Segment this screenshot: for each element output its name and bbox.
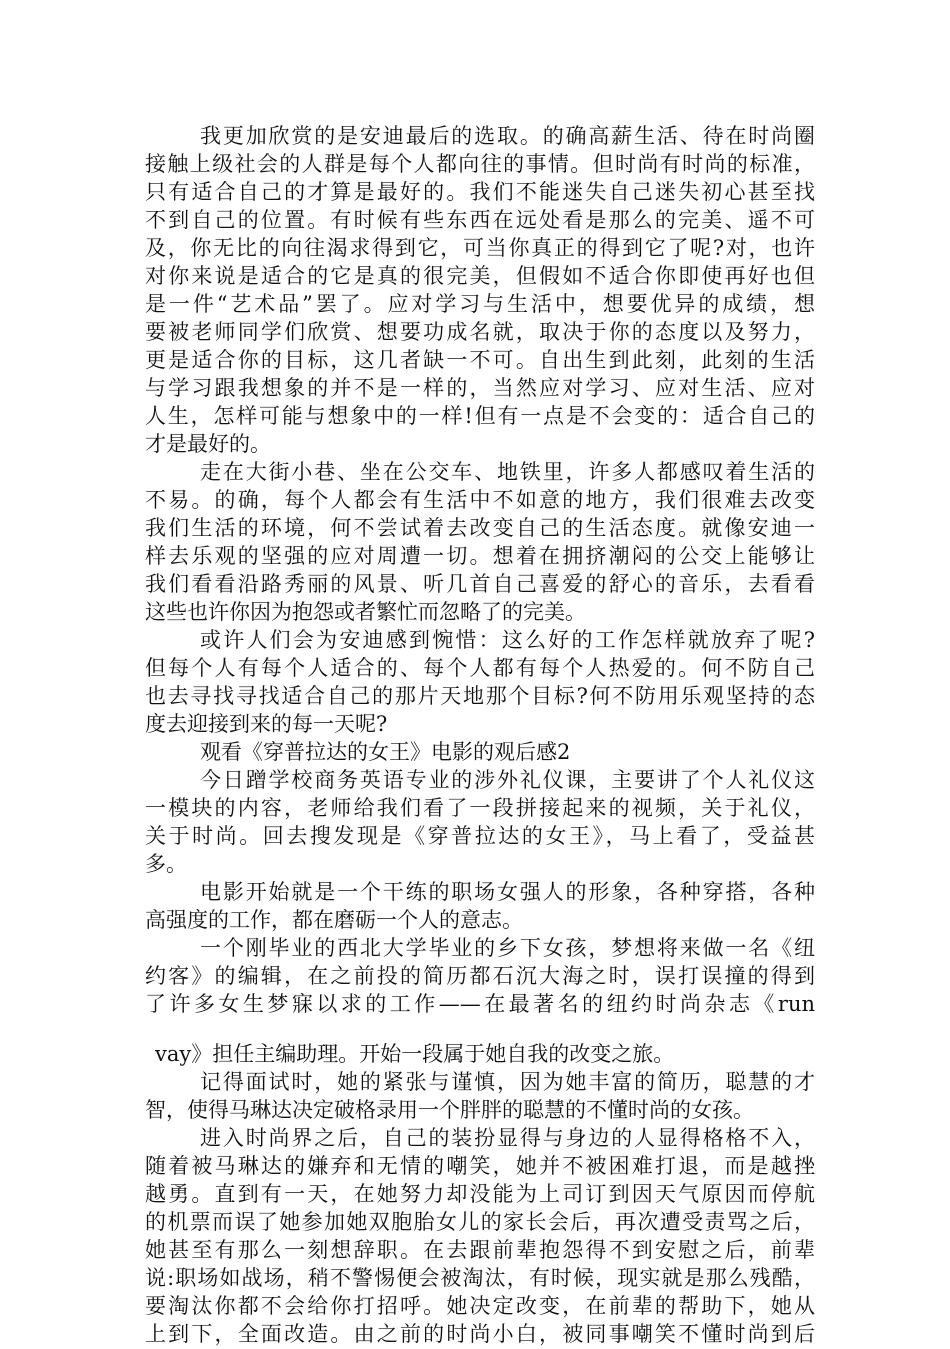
text-line: 记得面试时，她的紧张与谨慎，因为她丰富的简历，聪慧的才: [200, 1070, 815, 1094]
text-line: 要被老师同学们欣赏、想要功成名就，取决于你的态度以及努力，: [145, 320, 815, 344]
text-line: 智，使得马琳达决定破格录用一个胖胖的聪慧的不懂时尚的女孩。: [145, 1098, 754, 1122]
text-line: 对你来说是适合的它是真的很完美，但假如不适合你即使再好也但: [145, 264, 815, 288]
text-line: 这些也许你因为抱怨或者繁忙而忽略了的完美。: [145, 600, 586, 624]
text-line: 高强度的工作，都在磨砺一个人的意志。: [145, 908, 523, 932]
section-heading: 观看《穿普拉达的女王》电影的观后感2: [200, 740, 571, 764]
text-line: 不到自己的位置。有时候有些东西在远处看是那么的完美、遥不可: [145, 208, 815, 232]
text-line: 我们看看沿路秀丽的风景、听几首自己喜爱的舒心的音乐，去看看: [145, 572, 815, 596]
text-line: 进入时尚界之后，自己的装扮显得与身边的人显得格格不入，: [200, 1126, 815, 1150]
text-line: 了许多女生梦寐以求的工作——在最著名的纽约时尚杂志《run: [145, 992, 815, 1016]
text-line: 才是最好的。: [145, 432, 271, 456]
text-line: 度去迎接到来的每一天呢?: [145, 712, 388, 736]
text-line: 只有适合自己的才算是最好的。我们不能迷失自己迷失初心甚至找: [145, 180, 815, 204]
text-line: 走在大街小巷、坐在公交车、地铁里，许多人都感叹着生活的: [200, 460, 815, 484]
text-line: 与学习跟我想象的并不是一样的，当然应对学习、应对生活、应对: [145, 376, 815, 400]
text-line: 约客》的编辑，在之前投的简历都石沉大海之时，误打误撞的得到: [145, 964, 815, 988]
text-line: 的机票而误了她参加她双胞胎女儿的家长会后，再次遭受责骂之后，: [145, 1210, 815, 1234]
text-line: 要淘汰你都不会给你打招呼。她决定改变，在前辈的帮助下，她从: [145, 1294, 815, 1318]
text-line: 一个刚毕业的西北大学毕业的乡下女孩，梦想将来做一名《纽: [200, 936, 815, 960]
text-line: 随着被马琳达的嫌弃和无情的嘲笑，她并不被困难打退，而是越挫: [145, 1154, 815, 1178]
text-line: 更是适合你的目标，这几者缺一不可。自出生到此刻，此刻的生活: [145, 348, 815, 372]
text-line: 我更加欣赏的是安迪最后的选取。的确高薪生活、待在时尚圈: [200, 124, 815, 148]
text-line: 电影开始就是一个干练的职场女强人的形象，各种穿搭，各种: [200, 880, 815, 904]
text-line: 但每个人有每个人适合的、每个人都有每个人热爱的。何不防自己: [145, 656, 815, 680]
text-line: 及，你无比的向往渴求得到它，可当你真正的得到它了呢?对，也许: [145, 236, 815, 260]
text-line: 我们生活的环境，何不尝试着去改变自己的生活态度。就像安迪一: [145, 516, 815, 540]
text-line: 人生，怎样可能与想象中的一样!但有一点是不会变的：适合自己的: [145, 404, 815, 428]
text-line: 她甚至有那么一刻想辞职。在去跟前辈抱怨得不到安慰之后，前辈: [145, 1238, 815, 1262]
text-line: 今日蹭学校商务英语专业的涉外礼仪课，主要讲了个人礼仪这: [200, 768, 815, 792]
text-line: 不易。的确，每个人都会有生活中不如意的地方，我们很难去改变: [145, 488, 815, 512]
text-line: 说:职场如战场，稍不警惕便会被淘汰，有时候，现实就是那么残酷，: [145, 1266, 815, 1290]
text-line: 上到下，全面改造。由之前的时尚小白，被同事嘲笑不懂时尚到后: [145, 1322, 815, 1346]
text-line: 多。: [145, 852, 187, 876]
text-line: 越勇。直到有一天，在她努力却没能为上司订到因天气原因而停航: [145, 1182, 815, 1206]
text-line: 样去乐观的坚强的应对周遭一切。想着在拥挤潮闷的公交上能够让: [145, 544, 815, 568]
text-line: 或许人们会为安迪感到惋惜：这么好的工作怎样就放弃了呢?: [200, 628, 815, 652]
text-line: 关于时尚。回去搜发现是《穿普拉达的女王》，马上看了，受益甚: [145, 824, 815, 848]
text-line: vay》担任主编助理。开始一段属于她自我的改变之旅。: [155, 1042, 675, 1066]
text-line: 是一件“艺术品”罢了。应对学习与生活中，想要优异的成绩，想: [145, 292, 815, 316]
text-line: 一模块的内容，老师给我们看了一段拼接起来的视频，关于礼仪，: [145, 796, 815, 820]
text-line: 也去寻找寻找适合自己的那片天地那个目标?何不防用乐观坚持的态: [145, 684, 815, 708]
text-line: 接触上级社会的人群是每个人都向往的事情。但时尚有时尚的标准，: [145, 152, 815, 176]
